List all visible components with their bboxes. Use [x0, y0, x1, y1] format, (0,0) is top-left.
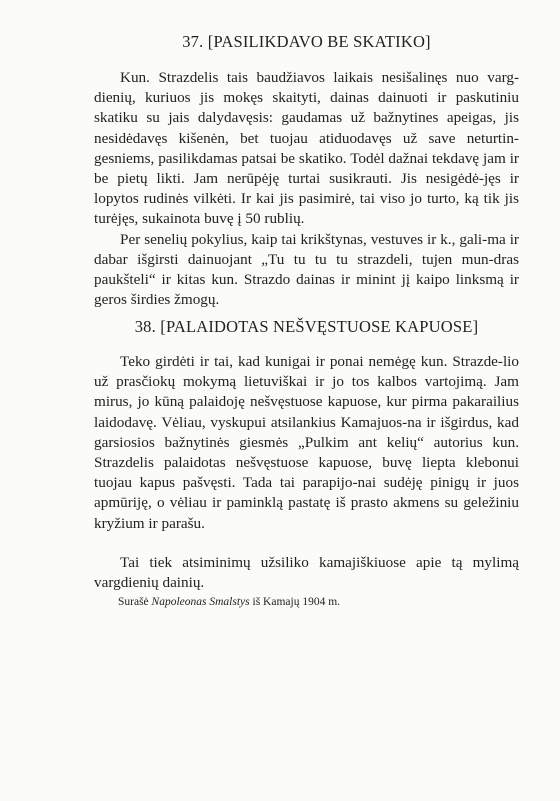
paragraph: Kun. Strazdelis tais baudžiavos laikais nesišalinęs nuo varg-dienių, kuriuos jis mokęs skaityti, dainas dainuoti ir paskutiniu skatiku su jais dalydavęsis: gaudamas už bažnytines apeigas, jis nesidėdavęs kišenėn, bet tuojau atiduodavęs už save neturtin-gesniems, pasilikdamas patsai be skatiko. Todėl dažnai tekdavę jam ir be pietų likti. Jam nerūpėję turtai susikrauti. Jis nesigėdė-jęs ir lopytos rudinės vilkėti. Ir kai jis pasimirė, tai viso jo turto, ką tik jis turėjęs, sukainota buvę į 50 rublių.	[94, 69, 519, 228]
paragraph: Tai tiek atsiminimų užsiliko kamajiškiuose apie tą mylimą vargdienių dainių.	[94, 554, 519, 592]
section-37	[94, 32, 519, 52]
signature-author: Napoleonas Smalstys	[151, 596, 250, 608]
signature-prefix: Surašė	[118, 596, 149, 608]
section-title: 37. [PASILIKDAVO BE SKATIKO]	[182, 32, 431, 51]
section-38	[94, 317, 519, 337]
paragraph: Per senelių pokylius, kaip tai krikštynas, vestuves ir k., gali-ma ir dabar išgirsti dainuojant „Tu tu tu tu strazdeli, tujen mun-dras paukšteli“ ir kitas kun. Strazdo dainas ir minint jį kaipo linksmą ir geros širdies žmogų.	[94, 230, 519, 309]
paragraph: Teko girdėti ir tai, kad kunigai ir ponai nemėgę kun. Strazde-lio už prasčiokų mokymą lietuviškai ir jo tos kalbos vartojimą. Jam mirus, jo kūną palaidoję nešvęstuose kapuose, kur pirma pakarailius laidodavę. Vėliau, vyskupui atsilankius Kamajuos-na ir išgirdus, kad garsiosios bažnytinės giesmės „Pulkim ant kelių“ autorius kun. Strazdelis palaidotas nešvęstuose kapuose, buvę liepta klebonui tuojau kapus pašvęsti. Tada tai parapijo-nai sudėję pinigų ir juos apmūriję, o vėliau ir paminklą pastatę iš prasto akmens su geležiniu kryžium ir parašu.	[94, 353, 519, 532]
section-38-body	[94, 352, 519, 534]
signature-suffix: iš Kamajų 1904 m.	[252, 596, 341, 608]
closing-paragraph-block	[94, 553, 519, 593]
section-37-body	[94, 68, 519, 310]
signature	[118, 595, 543, 610]
section-title: 38. [PALAIDOTAS NEŠVĘSTUOSE KAPUOSE]	[134, 317, 479, 336]
